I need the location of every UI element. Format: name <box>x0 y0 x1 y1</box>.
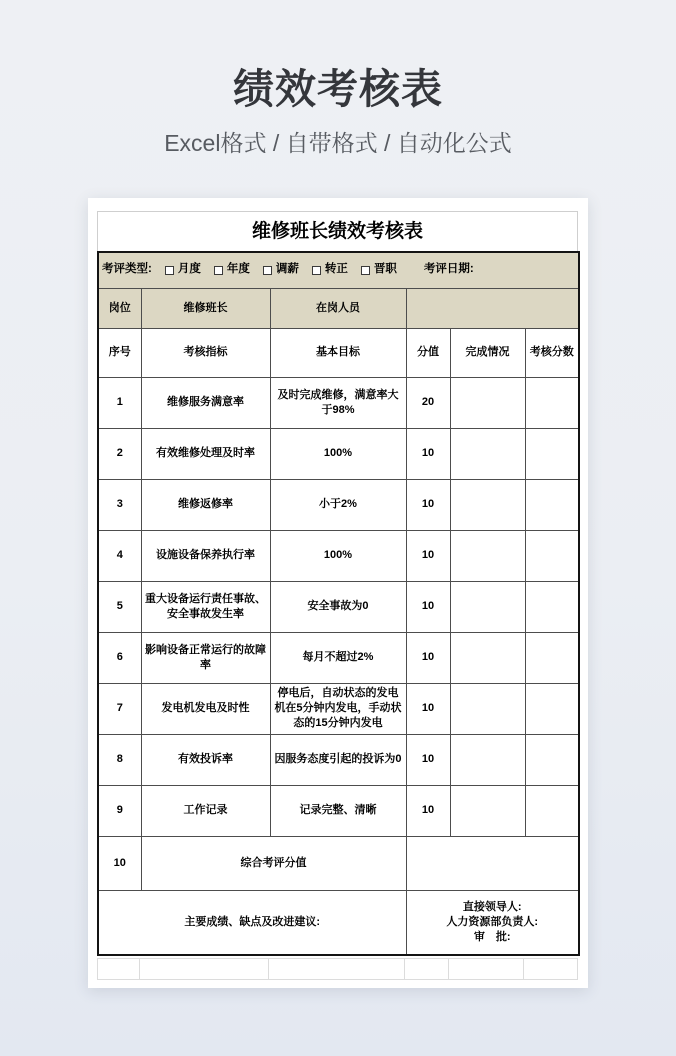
signature-cell[interactable] <box>406 890 579 955</box>
table-row <box>98 683 579 734</box>
summary-label-cell: 综合考评分值 <box>141 836 406 890</box>
target-cell: 小于2% <box>270 479 406 530</box>
summary-value-cell[interactable] <box>406 836 579 890</box>
ghost-cell <box>140 958 269 980</box>
position-row <box>98 288 579 328</box>
completion-cell[interactable] <box>450 428 525 479</box>
score-cell: 10 <box>406 683 450 734</box>
col-header-no: 序号 <box>98 328 141 377</box>
result-cell[interactable] <box>525 734 579 785</box>
eval-type-option-yearly[interactable] <box>214 262 250 278</box>
indicator-cell: 维修服务满意率 <box>141 377 270 428</box>
ghost-cell <box>269 958 405 980</box>
row-no-cell: 8 <box>98 734 141 785</box>
checkbox-icon <box>263 266 272 275</box>
staff-label: 在岗人员 <box>270 288 406 328</box>
target-cell: 100% <box>270 428 406 479</box>
eval-type-option-regularization[interactable] <box>312 262 348 278</box>
option-label: 转正 <box>324 263 348 276</box>
eval-date-label: 考评日期: <box>423 263 474 276</box>
header-row <box>98 328 579 377</box>
ghost-cell <box>405 958 449 980</box>
indicator-cell: 有效投诉率 <box>141 734 270 785</box>
option-label: 年度 <box>226 263 250 276</box>
indicator-cell: 设施设备保养执行率 <box>141 530 270 581</box>
checkbox-icon <box>312 266 321 275</box>
eval-type-option-salary-adjust[interactable] <box>263 262 299 278</box>
position-value: 维修班长 <box>141 288 270 328</box>
score-cell: 10 <box>406 785 450 836</box>
table-row <box>98 428 579 479</box>
eval-type-cell <box>98 252 579 288</box>
table-row <box>98 479 579 530</box>
checkbox-icon <box>214 266 223 275</box>
completion-cell[interactable] <box>450 581 525 632</box>
row-no-cell: 5 <box>98 581 141 632</box>
completion-cell[interactable] <box>450 785 525 836</box>
empty-grid-row <box>97 958 578 980</box>
target-cell: 每月不超过2% <box>270 632 406 683</box>
eval-type-row <box>98 252 579 288</box>
checkbox-icon <box>361 266 370 275</box>
ghost-cell <box>524 958 578 980</box>
row-no-cell: 9 <box>98 785 141 836</box>
result-cell[interactable] <box>525 581 579 632</box>
staff-value-cell[interactable] <box>406 288 579 328</box>
table-row <box>98 581 579 632</box>
option-label: 调薪 <box>275 263 299 276</box>
indicator-cell: 工作记录 <box>141 785 270 836</box>
result-cell[interactable] <box>525 632 579 683</box>
result-cell[interactable] <box>525 479 579 530</box>
table-row <box>98 785 579 836</box>
col-header-target: 基本目标 <box>270 328 406 377</box>
target-cell: 100% <box>270 530 406 581</box>
indicator-cell: 维修返修率 <box>141 479 270 530</box>
result-cell[interactable] <box>525 785 579 836</box>
page-title: 绩效考核表 <box>233 66 443 112</box>
score-cell: 10 <box>406 734 450 785</box>
option-label: 晋职 <box>373 263 397 276</box>
completion-cell[interactable] <box>450 632 525 683</box>
row-no-cell: 4 <box>98 530 141 581</box>
col-header-score: 分值 <box>406 328 450 377</box>
option-label: 月度 <box>177 263 201 276</box>
table-row <box>98 632 579 683</box>
score-cell: 10 <box>406 428 450 479</box>
page-subtitle: Excel格式 / 自带格式 / 自动化公式 <box>164 130 512 156</box>
row-no-cell: 6 <box>98 632 141 683</box>
col-header-completion: 完成情况 <box>450 328 525 377</box>
completion-cell[interactable] <box>450 530 525 581</box>
score-cell: 10 <box>406 581 450 632</box>
eval-type-label: 考评类型: <box>102 263 152 276</box>
approval-label: 审 批: <box>473 930 511 943</box>
row-no-cell: 3 <box>98 479 141 530</box>
eval-type-option-promotion[interactable] <box>361 262 397 278</box>
score-cell: 20 <box>406 377 450 428</box>
score-cell: 10 <box>406 530 450 581</box>
result-cell[interactable] <box>525 683 579 734</box>
table-row <box>98 530 579 581</box>
template-preview-card <box>88 198 588 988</box>
row-no-cell: 10 <box>98 836 141 890</box>
col-header-result: 考核分数 <box>525 328 579 377</box>
row-no-cell: 2 <box>98 428 141 479</box>
checkbox-icon <box>165 266 174 275</box>
ghost-cell <box>449 958 524 980</box>
completion-cell[interactable] <box>450 479 525 530</box>
remarks-cell[interactable]: 主要成绩、缺点及改进建议: <box>98 890 406 955</box>
spreadsheet <box>97 211 578 980</box>
evaluation-table <box>97 251 580 956</box>
target-cell: 停电后，自动状态的发电机在5分钟内发电，手动状态的15分钟内发电 <box>270 683 406 734</box>
target-cell: 及时完成维修，满意率大于98% <box>270 377 406 428</box>
completion-cell[interactable] <box>450 734 525 785</box>
target-cell: 记录完整、清晰 <box>270 785 406 836</box>
direct-leader-label: 直接领导人: <box>462 900 522 913</box>
col-header-indicator: 考核指标 <box>141 328 270 377</box>
position-label: 岗位 <box>98 288 141 328</box>
hr-manager-label: 人力资源部负责人: <box>446 915 539 928</box>
score-cell: 10 <box>406 632 450 683</box>
eval-type-option-monthly[interactable] <box>165 262 201 278</box>
indicator-cell: 重大设备运行责任事故、安全事故发生率 <box>141 581 270 632</box>
target-cell: 安全事故为0 <box>270 581 406 632</box>
table-row <box>98 377 579 428</box>
ghost-cell <box>97 958 140 980</box>
target-cell: 因服务态度引起的投诉为0 <box>270 734 406 785</box>
completion-cell[interactable] <box>450 377 525 428</box>
indicator-cell: 有效维修处理及时率 <box>141 428 270 479</box>
result-cell[interactable] <box>525 530 579 581</box>
result-cell[interactable] <box>525 428 579 479</box>
result-cell[interactable] <box>525 377 579 428</box>
footer-row <box>98 890 579 955</box>
row-no-cell: 7 <box>98 683 141 734</box>
indicator-cell: 影响设备正常运行的故障率 <box>141 632 270 683</box>
summary-row <box>98 836 579 890</box>
row-no-cell: 1 <box>98 377 141 428</box>
indicator-cell: 发电机发电及时性 <box>141 683 270 734</box>
form-title: 维修班长绩效考核表 <box>97 211 578 251</box>
completion-cell[interactable] <box>450 683 525 734</box>
table-row <box>98 734 579 785</box>
score-cell: 10 <box>406 479 450 530</box>
